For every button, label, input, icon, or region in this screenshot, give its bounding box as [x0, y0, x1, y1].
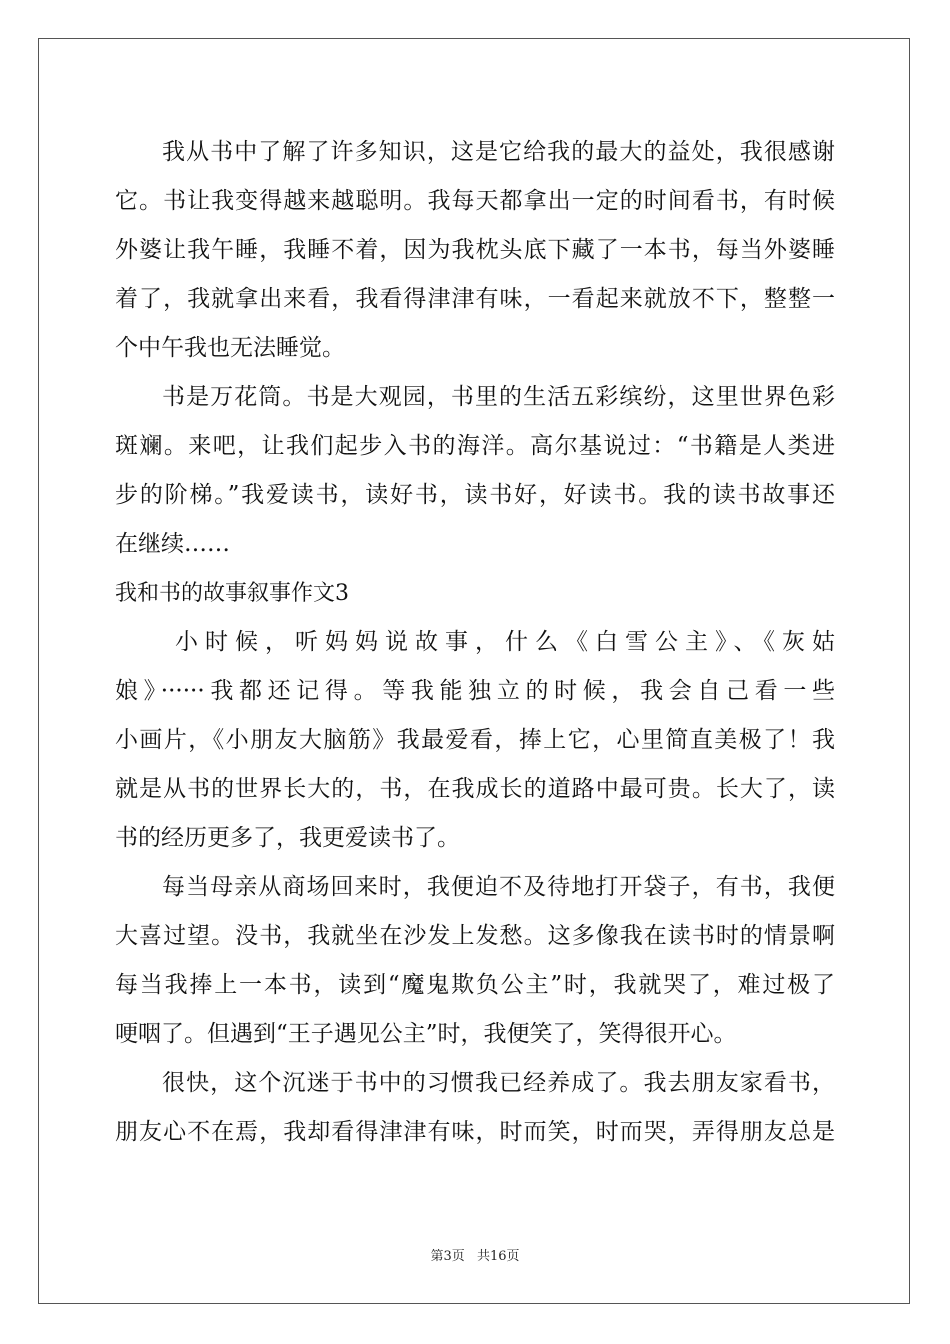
paragraph-line: 大喜过望。没书，我就坐在沙发上发愁。这多像我在读书时的情景啊 [115, 923, 835, 949]
paragraph-line: 书的经历更多了，我更爱读书了。 [115, 825, 460, 851]
paragraph-line: 在继续…… [115, 531, 230, 557]
paragraph-line: 个中午我也无法睡觉。 [115, 335, 345, 361]
paragraph-line: 朋友心不在焉，我却看得津津有味，时而笑，时而哭，弄得朋友总是 [115, 1119, 835, 1145]
section-heading: 我和书的故事叙事作文3 [115, 581, 349, 606]
paragraph-line: 外婆让我午睡，我睡不着，因为我枕头底下藏了一本书，每当外婆睡 [115, 237, 835, 263]
paragraph-line: 很快，这个沉迷于书中的习惯我已经养成了。我去朋友家看书， [162, 1070, 835, 1096]
page-number: 第3页 [430, 1249, 465, 1264]
paragraph-line: 步的阶梯。”我爱读书，读好书，读书好，好读书。我的读书故事还 [115, 482, 835, 508]
paragraph-line: 娘》······我都还记得。等我能独立的时候，我会自己看一些 [115, 678, 835, 704]
page-footer [0, 1245, 950, 1264]
paragraph-line: 小时候，听妈妈说故事，什么《白雪公主》、《灰姑 [175, 629, 835, 655]
paragraph-line: 书是万花筒。书是大观园，书里的生活五彩缤纷，这里世界色彩 [162, 384, 835, 410]
paragraph-line: 小画片，《小朋友大脑筋》我最爱看，捧上它，心里简直美极了！我 [115, 727, 835, 753]
page-total: 共16页 [476, 1249, 520, 1264]
paragraph-line: 哽咽了。但遇到“王子遇见公主”时，我便笑了，笑得很开心。 [115, 1021, 737, 1047]
paragraph-line: 我从书中了解了许多知识，这是它给我的最大的益处，我很感谢 [162, 139, 835, 165]
document-body [115, 128, 835, 1157]
paragraph-line: 每当母亲从商场回来时，我便迫不及待地打开袋子，有书，我便 [162, 874, 835, 900]
paragraph-line: 就是从书的世界长大的，书，在我成长的道路中最可贵。长大了，读 [115, 776, 835, 802]
paragraph-line: 每当我捧上一本书，读到“魔鬼欺负公主”时，我就哭了，难过极了 [115, 972, 835, 998]
paragraph-line: 它。书让我变得越来越聪明。我每天都拿出一定的时间看书，有时候 [115, 188, 835, 214]
paragraph-line: 斑斓。来吧，让我们起步入书的海洋。高尔基说过：“书籍是人类进 [115, 433, 835, 459]
paragraph-line: 着了，我就拿出来看，我看得津津有味，一看起来就放不下，整整一 [115, 286, 835, 312]
